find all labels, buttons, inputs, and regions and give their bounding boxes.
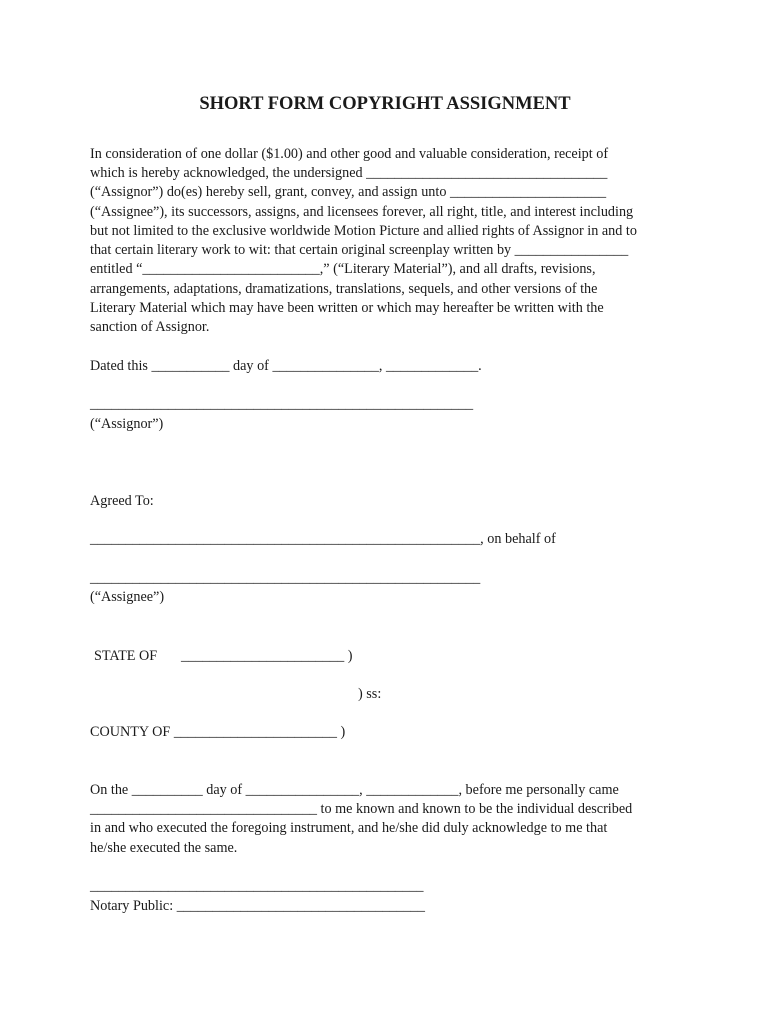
- paragraph-line: that certain literary work to wit: that certain original screenplay written by ________________: [90, 242, 629, 258]
- paragraph-line: entitled “_________________________,” (“Literary Material”), and all drafts, revisions,: [90, 261, 596, 277]
- on-behalf-line: _______________________________________________________, on behalf of: [90, 531, 556, 547]
- county-line: COUNTY OF _______________________ ): [90, 724, 346, 740]
- paragraph-line: he/she executed the same.: [90, 840, 238, 856]
- assignee-label: (“Assignee”): [90, 589, 165, 605]
- state-label: STATE OF: [94, 648, 158, 664]
- paragraph-line: (“Assignee”), its successors, assigns, and licensees forever, all right, title, and interest including: [90, 204, 634, 220]
- paragraph-line: arrangements, adaptations, dramatizations, translations, sequels, and other versions of the: [90, 281, 598, 297]
- document-title: SHORT FORM COPYRIGHT ASSIGNMENT: [199, 94, 571, 114]
- paragraph-line: Literary Material which may have been written or which may hereafter be written with the: [90, 300, 604, 316]
- notary-signature-line: _______________________________________________: [90, 878, 424, 894]
- assignor-signature-line: ______________________________________________________: [90, 396, 474, 412]
- assignor-label: (“Assignor”): [90, 416, 164, 432]
- paragraph-line: sanction of Assignor.: [90, 319, 210, 335]
- ss-line: ) ss:: [358, 686, 382, 702]
- paragraph-line: ________________________________ to me known and known to be the individual described: [90, 801, 633, 817]
- paragraph-line: but not limited to the exclusive worldwide Motion Picture and allied rights of Assignor in and to: [90, 223, 637, 239]
- paragraph-line: in and who executed the foregoing instrument, and he/she did duly acknowledge to me that: [90, 820, 608, 836]
- paragraph-line: In consideration of one dollar ($1.00) and other good and valuable consideration, receipt of: [90, 146, 609, 162]
- agreed-to-label: Agreed To:: [90, 493, 154, 509]
- paragraph-line: On the __________ day of ________________, _____________, before me personally came: [90, 782, 619, 798]
- paragraph-line: (“Assignor”) do(es) hereby sell, grant, convey, and assign unto ______________________: [90, 184, 607, 200]
- paragraph-line: which is hereby acknowledged, the undersigned __________________________________: [90, 165, 608, 181]
- dated-line: Dated this ___________ day of _______________, _____________.: [90, 358, 482, 374]
- assignee-signature-line: _______________________________________________________: [90, 570, 481, 586]
- notary-public-line: Notary Public: ___________________________________: [90, 898, 425, 914]
- state-blank: _______________________ ): [181, 648, 353, 664]
